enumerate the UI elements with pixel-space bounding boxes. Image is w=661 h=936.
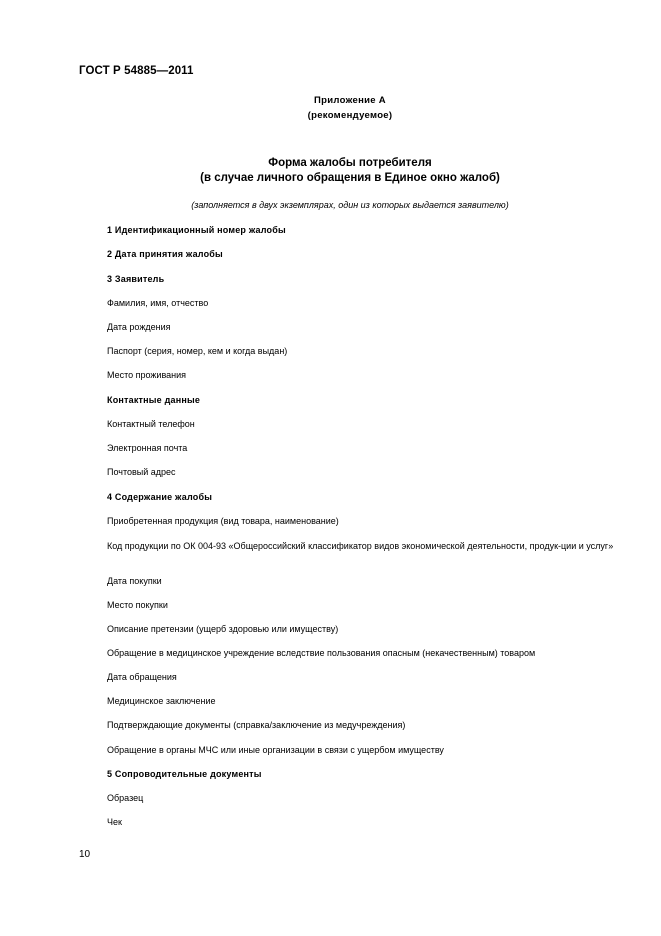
section-applicant: 3 Заявитель xyxy=(107,274,165,284)
form-note: (заполняется в двух экземплярах, один из которых выдается заявителю) xyxy=(191,200,509,210)
field-sample: Образец xyxy=(107,793,144,803)
field-email: Электронная почта xyxy=(107,443,188,453)
field-purchase-place: Место покупки xyxy=(107,600,168,610)
standard-id: ГОСТ Р 54885—2011 xyxy=(79,65,194,77)
subsection-contacts: Контактные данные xyxy=(107,395,201,405)
field-birth-date: Дата рождения xyxy=(107,322,171,332)
field-purchased-product: Приобретенная продукция (вид товара, наименование) xyxy=(107,516,339,526)
field-medical-conclusion: Медицинское заключение xyxy=(107,696,216,706)
field-residence: Место проживания xyxy=(107,370,187,380)
field-postal-address: Почтовый адрес xyxy=(107,467,176,477)
section-complaint-id: 1 Идентификационный номер жалобы xyxy=(107,225,286,235)
field-passport: Паспорт (серия, номер, кем и когда выдан) xyxy=(107,346,288,356)
field-appeal-date: Дата обращения xyxy=(107,672,177,682)
field-receipt: Чек xyxy=(107,817,122,827)
field-product-code xyxy=(79,540,619,553)
annex-label: Приложение А xyxy=(314,95,386,106)
form-title: Форма жалобы потребителя xyxy=(268,157,432,169)
field-phone: Контактный телефон xyxy=(107,419,195,429)
field-medical-appeal: Обращение в медицинское учреждение вследствие пользования опасным (некачественным) товаром xyxy=(107,648,536,658)
field-supporting-documents: Подтверждающие документы (справка/заключение из медучреждения) xyxy=(107,720,406,730)
product-code-text: Код продукции по ОК 004-93 «Общероссийский классификатор видов экономической деятельности, продук-ции и услуг» xyxy=(107,541,614,551)
form-subtitle: (в случае личного обращения в Единое окно жалоб) xyxy=(200,172,500,184)
field-full-name: Фамилия, имя, отчество xyxy=(107,298,209,308)
field-claim-description: Описание претензии (ущерб здоровью или имуществу) xyxy=(107,624,339,634)
section-accompanying-documents: 5 Сопроводительные документы xyxy=(107,769,262,779)
field-purchase-date: Дата покупки xyxy=(107,576,162,586)
section-complaint-content: 4 Содержание жалобы xyxy=(107,492,213,502)
page-number: 10 xyxy=(79,849,91,860)
field-emergency-appeal: Обращение в органы МЧС или иные организации в связи с ущербом имуществу xyxy=(107,745,444,755)
annex-status: (рекомендуемое) xyxy=(307,110,393,121)
section-acceptance-date: 2 Дата принятия жалобы xyxy=(107,249,223,259)
